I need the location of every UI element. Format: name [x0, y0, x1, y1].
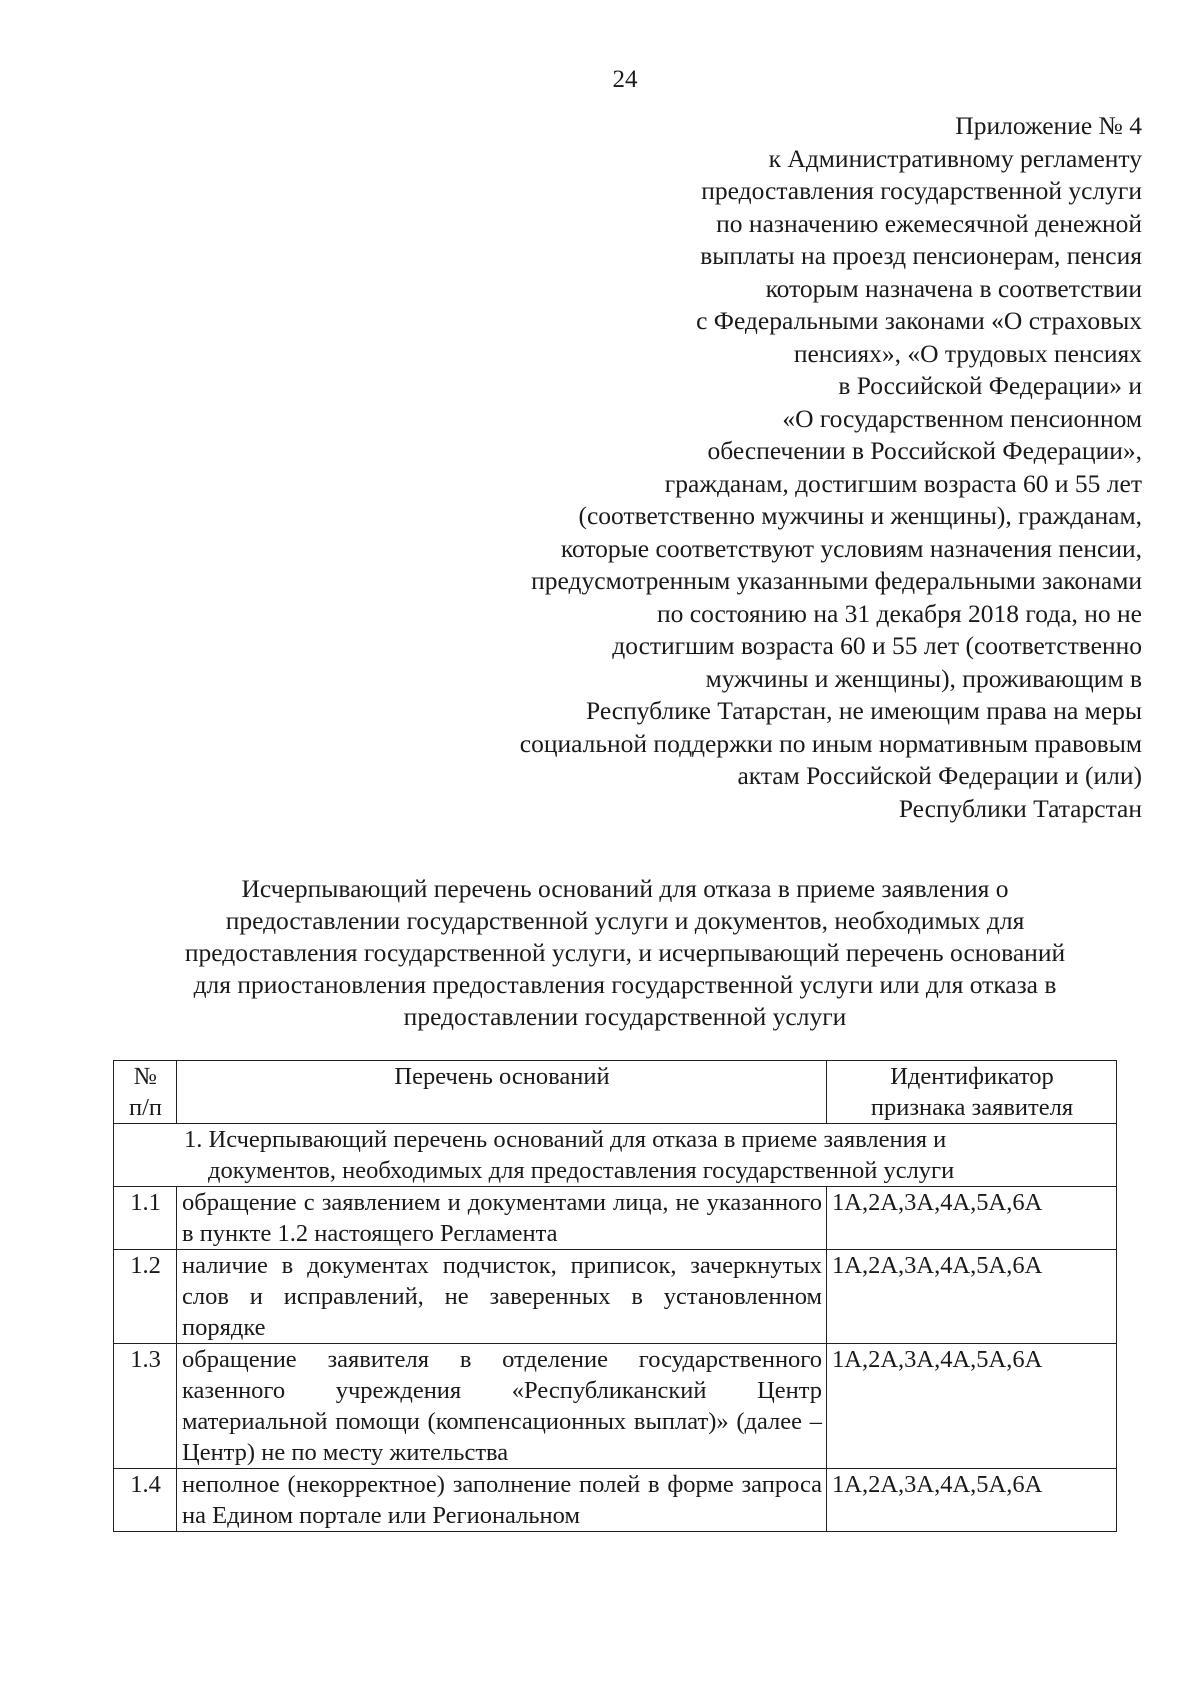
appendix-line: по состоянию на 31 декабря 2018 года, но не — [657, 598, 1142, 628]
title-line: предоставления государственной услуги, и исчерпывающий перечень оснований — [184, 938, 1066, 967]
appendix-line: Республики Татарстан — [898, 793, 1142, 823]
appendix-line: Приложение № 4 — [955, 111, 1142, 140]
appendix-line: выплаты на проезд пенсионерам, пенсия — [700, 241, 1142, 270]
appendix-line: которым назначена в соответствии — [765, 273, 1142, 303]
row-ground-text: наличие в документах подчисток, приписок, зачеркнутых слов и исправлений, не заверенных в установленном порядке — [177, 1250, 827, 1344]
header-applicant-id: Идентификатор признака заявителя — [827, 1061, 1117, 1124]
grounds-table — [113, 1060, 1117, 1532]
appendix-line: предоставления государственной услуги — [701, 176, 1142, 205]
row-ground-text: обращение с заявлением и документами лица, не указанного в пункте 1.2 настоящего Регламента — [177, 1187, 827, 1250]
row-number: 1.1 — [114, 1187, 177, 1250]
appendix-line: предусмотренным указанными федеральными законами — [531, 566, 1142, 595]
section-heading: 1. Исчерпывающий перечень оснований для отказа в приеме заявления и документов, необходимых для предоставления государственной услуги — [114, 1124, 1117, 1187]
row-applicant-ids: 1А,2А,3А,4А,5А,6А — [827, 1469, 1117, 1532]
appendix-line: обеспечении в Российской Федерации», — [707, 436, 1142, 465]
table-row — [114, 1250, 1117, 1344]
appendix-line: мужчины и женщины), проживающим в — [705, 663, 1142, 693]
appendix-header — [442, 110, 1142, 825]
appendix-line: которые соответствуют условиям назначения пенсии, — [560, 533, 1142, 563]
title-line: для приостановления предоставления государственной услуги или для отказа в — [193, 970, 1057, 999]
section-row — [114, 1124, 1117, 1187]
table-row — [114, 1187, 1117, 1250]
appendix-line: (соответственно мужчины и женщины), гражданам, — [578, 501, 1142, 530]
row-applicant-ids: 1А,2А,3А,4А,5А,6А — [827, 1250, 1117, 1344]
header-grounds: Перечень оснований — [177, 1061, 827, 1124]
table-header-row — [114, 1061, 1117, 1124]
table-row — [114, 1469, 1117, 1532]
row-applicant-ids: 1А,2А,3А,4А,5А,6А — [827, 1187, 1117, 1250]
row-number: 1.2 — [114, 1250, 177, 1344]
appendix-line: социальной поддержки по иным нормативным правовым — [519, 728, 1142, 758]
appendix-line: «О государственном пенсионном — [782, 403, 1142, 433]
row-number: 1.3 — [114, 1344, 177, 1469]
page-number: 24 — [612, 66, 638, 93]
appendix-line: с Федеральными законами «О страховых — [696, 306, 1142, 335]
appendix-line: Республике Татарстан, не имеющим права на меры — [585, 696, 1142, 725]
appendix-line: достигшим возраста 60 и 55 лет (соответственно — [612, 631, 1142, 660]
appendix-line: к Административному регламенту — [768, 143, 1142, 173]
row-ground-text: неполное (некорректное) заполнение полей в форме запроса на Едином портале или Региональном — [177, 1469, 827, 1532]
title-line: предоставлении государственной услуги и документов, необходимых для — [225, 906, 1025, 935]
document-title — [120, 873, 1130, 1033]
appendix-line: в Российской Федерации» и — [838, 371, 1142, 400]
appendix-line: по назначению ежемесячной денежной — [716, 208, 1142, 238]
title-line: предоставлении государственной услуги — [403, 1002, 847, 1031]
row-applicant-ids: 1А,2А,3А,4А,5А,6А — [827, 1344, 1117, 1469]
row-ground-text: обращение заявителя в отделение государственного казенного учреждения «Республиканский Центр материальной помощи (компенсационных выплат)» (далее – Центр) не по месту жительства — [177, 1344, 827, 1469]
appendix-line: пенсиях», «О трудовых пенсиях — [793, 338, 1142, 368]
table-row — [114, 1344, 1117, 1469]
row-number: 1.4 — [114, 1469, 177, 1532]
title-line: Исчерпывающий перечень оснований для отказа в приеме заявления о — [241, 874, 1009, 903]
appendix-line: гражданам, достигшим возраста 60 и 55 лет — [664, 468, 1142, 498]
header-number: № п/п — [114, 1061, 177, 1124]
appendix-line: актам Российской Федерации и (или) — [737, 761, 1142, 790]
